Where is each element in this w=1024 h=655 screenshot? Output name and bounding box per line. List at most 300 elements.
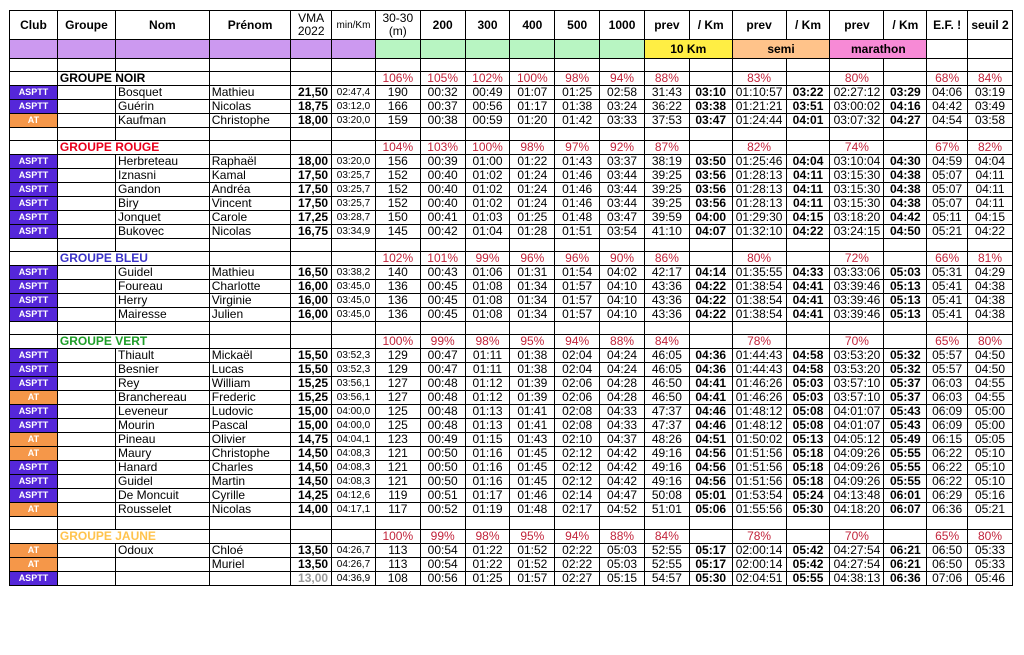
min-per-km: 03:45,0 xyxy=(332,308,376,322)
time-cell: 03:54 xyxy=(600,225,645,239)
time-cell: 01:38:54 xyxy=(732,308,786,322)
club-badge: ASPTT xyxy=(10,211,58,225)
runner-firstname: Christophe xyxy=(209,114,291,128)
header-cell: 30-30 (m) xyxy=(375,11,420,40)
time-cell: 01:46:26 xyxy=(732,391,786,405)
header-cell: prev xyxy=(732,11,786,40)
time-cell: 05:03 xyxy=(786,391,830,405)
time-cell: 04:24 xyxy=(600,349,645,363)
runner-lastname: Odoux xyxy=(116,544,210,558)
group-cell xyxy=(57,155,115,169)
time-cell: 01:39 xyxy=(510,377,555,391)
header-cell: 500 xyxy=(555,11,600,40)
club-badge: AT xyxy=(10,558,58,572)
time-cell: 41:10 xyxy=(644,225,689,239)
band-row xyxy=(10,40,1013,59)
runner-row xyxy=(10,266,1013,280)
runner-lastname: Bosquet xyxy=(116,86,210,100)
runner-row xyxy=(10,475,1013,489)
time-cell: 152 xyxy=(375,169,420,183)
time-cell: 05:32 xyxy=(884,349,927,363)
time-cell: 05:10 xyxy=(968,447,1013,461)
club-badge: ASPTT xyxy=(10,489,58,503)
time-cell: 05:03 xyxy=(884,266,927,280)
time-cell: 125 xyxy=(375,419,420,433)
runner-lastname: Leveneur xyxy=(116,405,210,419)
time-cell: 04:38 xyxy=(884,183,927,197)
time-cell: 52:55 xyxy=(644,544,689,558)
runner-row xyxy=(10,169,1013,183)
time-cell: 46:05 xyxy=(644,349,689,363)
group-percent: 98% xyxy=(465,335,510,349)
club-badge: ASPTT xyxy=(10,405,58,419)
group-percent: 100% xyxy=(465,141,510,155)
group-percent: 74% xyxy=(830,141,884,155)
time-cell: 04:27:54 xyxy=(830,558,884,572)
time-cell: 02:00:14 xyxy=(732,558,786,572)
group-percent: 98% xyxy=(510,141,555,155)
time-cell: 04:51 xyxy=(689,433,732,447)
group-percent: 101% xyxy=(420,252,465,266)
group-percent xyxy=(786,335,830,349)
time-cell: 05:46 xyxy=(968,572,1013,586)
vma-value: 14,25 xyxy=(291,489,332,503)
time-cell: 05:01 xyxy=(689,489,732,503)
time-cell: 136 xyxy=(375,308,420,322)
band-marathon: marathon xyxy=(830,40,927,59)
time-cell: 04:10 xyxy=(600,280,645,294)
time-cell: 00:39 xyxy=(420,155,465,169)
group-percent: 97% xyxy=(555,141,600,155)
time-cell: 03:33 xyxy=(600,114,645,128)
time-cell: 46:50 xyxy=(644,391,689,405)
group-percent: 102% xyxy=(375,252,420,266)
time-cell: 03:33:06 xyxy=(830,266,884,280)
time-cell: 05:55 xyxy=(786,572,830,586)
spacer-row xyxy=(10,128,1013,141)
time-cell: 04:38 xyxy=(968,280,1013,294)
time-cell: 04:42 xyxy=(884,211,927,225)
group-club-cell xyxy=(10,335,58,349)
time-cell: 05:37 xyxy=(884,391,927,405)
group-cell xyxy=(57,225,115,239)
time-cell: 01:24 xyxy=(510,183,555,197)
time-cell: 05:17 xyxy=(689,544,732,558)
time-cell: 04:15 xyxy=(786,211,830,225)
time-cell: 01:12 xyxy=(465,391,510,405)
group-name: GROUPE ROUGE xyxy=(57,141,209,155)
time-cell: 04:02 xyxy=(600,266,645,280)
runner-row xyxy=(10,114,1013,128)
time-cell: 04:38:13 xyxy=(830,572,884,586)
club-badge: ASPTT xyxy=(10,294,58,308)
runner-lastname: Guérin xyxy=(116,100,210,114)
runner-lastname: Guidel xyxy=(116,475,210,489)
group-header-row xyxy=(10,530,1013,544)
time-cell: 05:03 xyxy=(600,544,645,558)
empty-cell xyxy=(332,252,376,266)
vma-value: 14,50 xyxy=(291,447,332,461)
time-cell: 04:46 xyxy=(689,419,732,433)
runner-firstname: Charlotte xyxy=(209,280,291,294)
time-cell: 04:09:26 xyxy=(830,475,884,489)
min-per-km: 03:56,1 xyxy=(332,377,376,391)
time-cell: 121 xyxy=(375,461,420,475)
empty-cell xyxy=(209,530,291,544)
time-cell: 01:38 xyxy=(555,100,600,114)
runner-firstname: Kamal xyxy=(209,169,291,183)
time-cell: 51:01 xyxy=(644,503,689,517)
runner-firstname: Julien xyxy=(209,308,291,322)
header-cell: 200 xyxy=(420,11,465,40)
time-cell: 02:04:51 xyxy=(732,572,786,586)
group-cell xyxy=(57,433,115,447)
time-cell: 04:11 xyxy=(968,197,1013,211)
time-cell: 04:41 xyxy=(786,308,830,322)
time-cell: 01:32:10 xyxy=(732,225,786,239)
time-cell: 02:04 xyxy=(555,349,600,363)
runner-lastname: Bukovec xyxy=(116,225,210,239)
group-percent: 92% xyxy=(600,141,645,155)
time-cell: 01:28:13 xyxy=(732,197,786,211)
time-cell: 03:29 xyxy=(884,86,927,100)
time-cell: 03:44 xyxy=(600,183,645,197)
runner-row xyxy=(10,489,1013,503)
time-cell: 06:01 xyxy=(884,489,927,503)
time-cell: 01:12 xyxy=(465,377,510,391)
runner-lastname: Gandon xyxy=(116,183,210,197)
time-cell: 03:50 xyxy=(689,155,732,169)
time-cell: 05:18 xyxy=(786,447,830,461)
vma-value: 13,50 xyxy=(291,558,332,572)
header-cell: prev xyxy=(830,11,884,40)
time-cell: 01:22 xyxy=(510,155,555,169)
min-per-km: 03:45,0 xyxy=(332,280,376,294)
runner-row xyxy=(10,419,1013,433)
time-cell: 06:21 xyxy=(884,544,927,558)
time-cell: 01:22 xyxy=(465,558,510,572)
spacer-row xyxy=(10,239,1013,252)
time-cell: 05:33 xyxy=(968,558,1013,572)
vma-value: 18,00 xyxy=(291,114,332,128)
runner-lastname: Hanard xyxy=(116,461,210,475)
group-cell xyxy=(57,100,115,114)
vma-value: 15,25 xyxy=(291,391,332,405)
time-cell: 01:24 xyxy=(510,197,555,211)
time-cell: 03:47 xyxy=(689,114,732,128)
group-percent: 103% xyxy=(420,141,465,155)
runner-firstname: Charles xyxy=(209,461,291,475)
time-cell: 04:56 xyxy=(689,475,732,489)
time-cell: 01:34 xyxy=(510,308,555,322)
time-cell: 04:56 xyxy=(689,447,732,461)
group-cell xyxy=(57,475,115,489)
group-cell xyxy=(57,114,115,128)
time-cell: 04:01 xyxy=(786,114,830,128)
group-cell xyxy=(57,280,115,294)
time-cell: 49:16 xyxy=(644,475,689,489)
runner-row xyxy=(10,225,1013,239)
runner-lastname: Foureau xyxy=(116,280,210,294)
time-cell: 04:58 xyxy=(786,363,830,377)
group-cell xyxy=(57,377,115,391)
time-cell: 125 xyxy=(375,405,420,419)
time-cell: 03:47 xyxy=(600,211,645,225)
min-per-km: 03:52,3 xyxy=(332,349,376,363)
band-10km: 10 Km xyxy=(644,40,732,59)
time-cell: 01:07 xyxy=(510,86,555,100)
time-cell: 04:38 xyxy=(968,294,1013,308)
vma-value: 15,50 xyxy=(291,363,332,377)
time-cell: 00:48 xyxy=(420,419,465,433)
time-cell: 00:52 xyxy=(420,503,465,517)
runner-firstname: Nicolas xyxy=(209,100,291,114)
runner-lastname: Thiault xyxy=(116,349,210,363)
time-cell: 01:25:46 xyxy=(732,155,786,169)
runner-row xyxy=(10,503,1013,517)
group-percent: 102% xyxy=(465,72,510,86)
vma-value: 15,25 xyxy=(291,377,332,391)
header-cell: 400 xyxy=(510,11,555,40)
header-cell: Club xyxy=(10,11,58,40)
time-cell: 05:42 xyxy=(786,544,830,558)
group-percent: 80% xyxy=(732,252,786,266)
group-cell xyxy=(57,349,115,363)
time-cell: 04:36 xyxy=(689,349,732,363)
group-percent: 94% xyxy=(555,530,600,544)
time-cell: 01:55:56 xyxy=(732,503,786,517)
time-cell: 04:42 xyxy=(600,461,645,475)
club-badge: ASPTT xyxy=(10,308,58,322)
time-cell: 01:13 xyxy=(465,419,510,433)
time-cell: 49:16 xyxy=(644,461,689,475)
runner-row xyxy=(10,433,1013,447)
vma-value: 14,50 xyxy=(291,475,332,489)
time-cell: 05:18 xyxy=(786,475,830,489)
time-cell: 04:52 xyxy=(600,503,645,517)
time-cell: 05:32 xyxy=(884,363,927,377)
time-cell: 43:36 xyxy=(644,294,689,308)
group-percent: 70% xyxy=(830,530,884,544)
group-percent xyxy=(786,252,830,266)
time-cell: 01:03 xyxy=(465,211,510,225)
time-cell: 04:28 xyxy=(600,377,645,391)
group-percent: 88% xyxy=(600,530,645,544)
group-percent: 98% xyxy=(465,530,510,544)
runner-firstname: Martin xyxy=(209,475,291,489)
time-cell: 04:33 xyxy=(786,266,830,280)
spacer-row xyxy=(10,322,1013,335)
club-badge: AT xyxy=(10,447,58,461)
time-cell: 04:16 xyxy=(884,100,927,114)
time-cell: 01:11 xyxy=(465,349,510,363)
time-cell: 01:08 xyxy=(465,308,510,322)
time-cell: 05:21 xyxy=(968,503,1013,517)
time-cell: 05:08 xyxy=(786,405,830,419)
runner-firstname: Nicolas xyxy=(209,503,291,517)
time-cell: 04:38 xyxy=(884,197,927,211)
time-cell: 01:34 xyxy=(510,294,555,308)
time-cell: 05:24 xyxy=(786,489,830,503)
runner-firstname: Raphaël xyxy=(209,155,291,169)
empty-cell xyxy=(209,141,291,155)
group-percent: 86% xyxy=(644,252,689,266)
group-cell xyxy=(57,183,115,197)
time-cell: 04:00 xyxy=(689,211,732,225)
empty-cell xyxy=(209,335,291,349)
group-percent xyxy=(786,72,830,86)
runner-lastname: Guidel xyxy=(116,266,210,280)
runner-row xyxy=(10,558,1013,572)
time-cell: 01:45 xyxy=(510,447,555,461)
group-header-row xyxy=(10,252,1013,266)
time-cell: 03:19 xyxy=(968,86,1013,100)
time-cell: 04:38 xyxy=(884,169,927,183)
time-cell: 05:11 xyxy=(927,211,968,225)
header-cell: / Km xyxy=(786,11,830,40)
time-cell: 00:49 xyxy=(420,433,465,447)
time-cell: 117 xyxy=(375,503,420,517)
time-cell: 39:59 xyxy=(644,211,689,225)
group-percent: 84% xyxy=(644,335,689,349)
club-badge: ASPTT xyxy=(10,419,58,433)
empty-cell xyxy=(291,141,332,155)
runner-lastname: Herry xyxy=(116,294,210,308)
time-cell: 01:04 xyxy=(465,225,510,239)
time-cell: 38:19 xyxy=(644,155,689,169)
group-percent: 104% xyxy=(375,141,420,155)
header-cell: E.F. ! xyxy=(927,11,968,40)
time-cell: 02:22 xyxy=(555,544,600,558)
time-cell: 01:48 xyxy=(555,211,600,225)
group-percent: 72% xyxy=(830,252,884,266)
time-cell: 04:18:20 xyxy=(830,503,884,517)
time-cell: 03:44 xyxy=(600,197,645,211)
time-cell: 43:36 xyxy=(644,280,689,294)
time-cell: 01:52 xyxy=(510,558,555,572)
club-badge: ASPTT xyxy=(10,461,58,475)
empty-cell xyxy=(291,335,332,349)
group-percent: 82% xyxy=(968,141,1013,155)
runner-row xyxy=(10,211,1013,225)
group-cell xyxy=(57,308,115,322)
time-cell: 05:07 xyxy=(927,183,968,197)
group-cell xyxy=(57,197,115,211)
time-cell: 02:08 xyxy=(555,419,600,433)
time-cell: 46:05 xyxy=(644,363,689,377)
time-cell: 05:00 xyxy=(968,419,1013,433)
time-cell: 136 xyxy=(375,294,420,308)
time-cell: 140 xyxy=(375,266,420,280)
time-cell: 42:17 xyxy=(644,266,689,280)
time-cell: 127 xyxy=(375,377,420,391)
min-per-km: 04:04,1 xyxy=(332,433,376,447)
group-cell xyxy=(57,447,115,461)
group-club-cell xyxy=(10,530,58,544)
time-cell: 01:25 xyxy=(465,572,510,586)
time-cell: 01:44:43 xyxy=(732,349,786,363)
time-cell: 03:53:20 xyxy=(830,349,884,363)
time-cell: 05:37 xyxy=(884,377,927,391)
group-percent: 99% xyxy=(420,530,465,544)
runner-firstname: Vincent xyxy=(209,197,291,211)
group-cell xyxy=(57,169,115,183)
empty-cell xyxy=(291,252,332,266)
time-cell: 01:51 xyxy=(555,225,600,239)
min-per-km: 03:56,1 xyxy=(332,391,376,405)
time-cell: 00:50 xyxy=(420,475,465,489)
time-cell: 06:50 xyxy=(927,544,968,558)
time-cell: 02:17 xyxy=(555,503,600,517)
group-percent xyxy=(884,530,927,544)
time-cell: 46:50 xyxy=(644,377,689,391)
time-cell: 05:33 xyxy=(968,544,1013,558)
club-badge: ASPTT xyxy=(10,266,58,280)
runner-firstname: Nicolas xyxy=(209,225,291,239)
time-cell: 05:41 xyxy=(927,308,968,322)
vma-value: 15,00 xyxy=(291,419,332,433)
time-cell: 02:27:12 xyxy=(830,86,884,100)
group-percent xyxy=(689,72,732,86)
group-percent xyxy=(786,141,830,155)
time-cell: 01:22 xyxy=(465,544,510,558)
time-cell: 03:15:30 xyxy=(830,183,884,197)
club-badge: ASPTT xyxy=(10,363,58,377)
time-cell: 00:47 xyxy=(420,363,465,377)
vma-value: 18,00 xyxy=(291,155,332,169)
group-name: GROUPE BLEU xyxy=(57,252,209,266)
time-cell: 190 xyxy=(375,86,420,100)
time-cell: 06:07 xyxy=(884,503,927,517)
time-cell: 03:15:30 xyxy=(830,169,884,183)
time-cell: 150 xyxy=(375,211,420,225)
time-cell: 04:06 xyxy=(927,86,968,100)
time-cell: 05:13 xyxy=(884,308,927,322)
time-cell: 01:08 xyxy=(465,294,510,308)
time-cell: 00:38 xyxy=(420,114,465,128)
time-cell: 01:00 xyxy=(465,155,510,169)
time-cell: 01:28:13 xyxy=(732,169,786,183)
min-per-km: 04:08,3 xyxy=(332,447,376,461)
time-cell: 01:25 xyxy=(555,86,600,100)
time-cell: 02:08 xyxy=(555,405,600,419)
time-cell: 01:43 xyxy=(555,155,600,169)
group-header-row xyxy=(10,141,1013,155)
group-club-cell xyxy=(10,72,58,86)
time-cell: 05:07 xyxy=(927,197,968,211)
time-cell: 04:13:48 xyxy=(830,489,884,503)
time-cell: 01:02 xyxy=(465,197,510,211)
time-cell: 01:16 xyxy=(465,447,510,461)
time-cell: 05:10 xyxy=(968,475,1013,489)
runner-lastname: Iznasni xyxy=(116,169,210,183)
time-cell: 05:03 xyxy=(786,377,830,391)
time-cell: 04:36 xyxy=(689,363,732,377)
time-cell: 04:29 xyxy=(968,266,1013,280)
time-cell: 01:57 xyxy=(510,572,555,586)
spreadsheet xyxy=(9,10,1013,586)
time-cell: 01:11 xyxy=(465,363,510,377)
time-cell: 05:57 xyxy=(927,349,968,363)
group-cell xyxy=(57,266,115,280)
group-percent: 94% xyxy=(600,72,645,86)
min-per-km: 04:00,0 xyxy=(332,405,376,419)
time-cell: 05:16 xyxy=(968,489,1013,503)
group-percent xyxy=(884,335,927,349)
group-name: GROUPE NOIR xyxy=(57,72,209,86)
time-cell: 05:30 xyxy=(786,503,830,517)
group-percent: 82% xyxy=(732,141,786,155)
